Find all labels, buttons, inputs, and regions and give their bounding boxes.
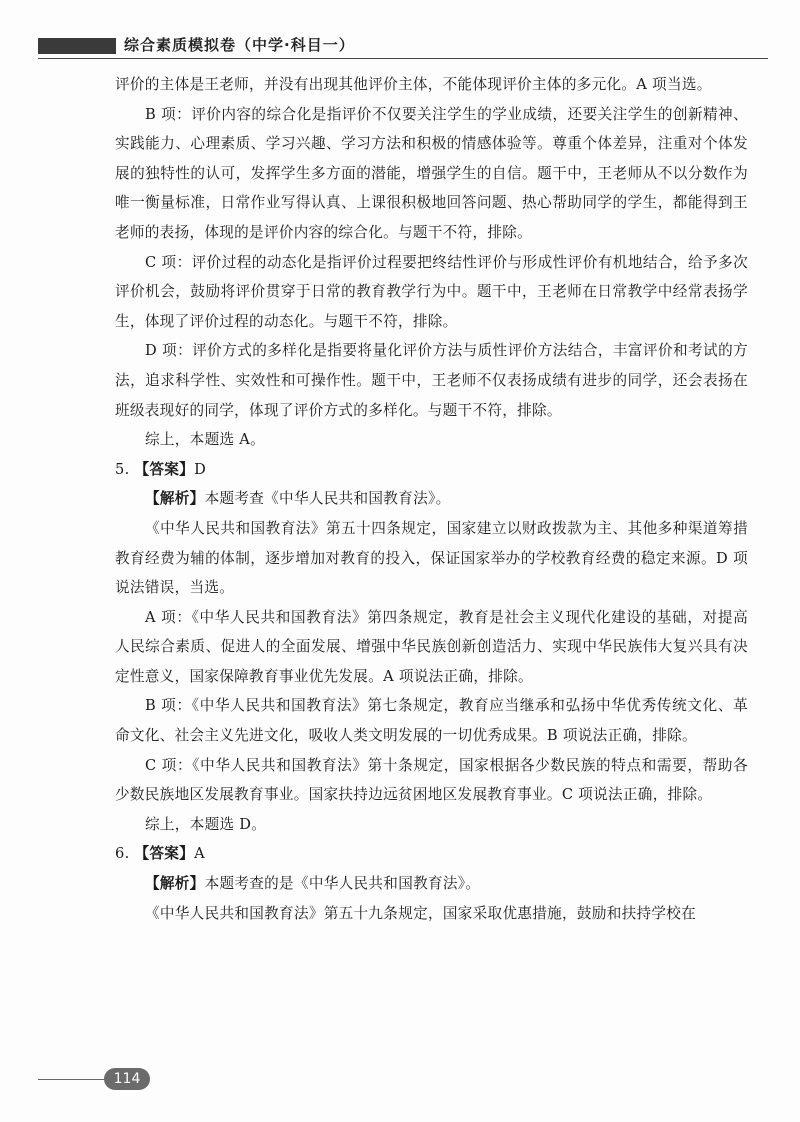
answer-value: D	[194, 460, 207, 478]
paragraph: C 项：评价过程的动态化是指评价过程要把终结性评价与形成性评价有机地结合，给予多次评价机会，鼓励将评价贯穿于日常的教育教学行为中。题干中，王老师在日常教学中经常表扬学生，体现了评价过程的动态化。与题干不符，排除。	[115, 253, 748, 330]
page-body	[115, 70, 748, 928]
paragraph: 综上，本题选 A。	[145, 431, 266, 449]
footer-rule	[38, 1079, 108, 1080]
question-number: 6.	[115, 845, 130, 863]
analysis-label: 【解析】	[145, 875, 205, 893]
page-header	[0, 34, 800, 60]
paragraph: C 项：《中华人民共和国教育法》第十条规定，国家根据各少数民族的特点和需要，帮助各少数民族地区发展教育事业。国家扶持边远贫困地区发展教育事业。C 项说法正确，排除。	[115, 756, 748, 804]
paragraph: A 项：《中华人民共和国教育法》第四条规定，教育是社会主义现代化建设的基础，对提高人民综合素质、促进人的全面发展、增强中华民族创新创造活力、实现中华民族伟大复兴具有决定性意义，国家保障教育事业优先发展。A 项说法正确，排除。	[115, 608, 748, 685]
header-decoration-bar	[38, 38, 116, 54]
paragraph: 综上，本题选 D。	[145, 815, 267, 833]
header-rule	[38, 58, 768, 59]
paragraph: 《中华人民共和国教育法》第五十九条规定，国家采取优惠措施，鼓励和扶持学校在	[145, 904, 697, 922]
question-6-analysis	[115, 869, 748, 899]
page-number-badge: 114	[104, 1068, 150, 1090]
answer-label: 【答案】	[134, 845, 195, 863]
analysis-text: 本题考查的是《中华人民共和国教育法》。	[204, 875, 481, 893]
analysis-label: 【解析】	[145, 490, 205, 508]
paragraph: 《中华人民共和国教育法》第五十四条规定，国家建立以财政拨款为主、其他多种渠道筹措教育经费为辅的体制，逐步增加对教育的投入，保证国家举办的学校教育经费的稳定来源。D 项说法错误，当选。	[115, 519, 748, 597]
answer-value: A	[194, 845, 205, 863]
paragraph: B 项：评价内容的综合化是指评价不仅要关注学生的学业成绩，还要关注学生的创新精神、实践能力、心理素质、学习兴趣、学习方法和积极的情感体验等。尊重个体差异，注重对个体发展的独特性的认可，发挥学生多方面的潜能，增强学生的自信。题干中，王老师从不以分数作为唯一衡量标准，日常作业写得认真、上课很积极地回答问题、热心帮助同学的学生，都能得到王老师的表扬，体现的是评价内容的综合化。与题干不符，排除。	[115, 105, 748, 241]
paragraph: B 项：《中华人民共和国教育法》第七条规定，教育应当继承和弘扬中华优秀传统文化、革命文化、社会主义先进文化，吸收人类文明发展的一切优秀成果。B 项说法正确，排除。	[115, 697, 748, 745]
page-footer	[0, 1068, 800, 1092]
question-number: 5.	[115, 460, 130, 478]
question-5-analysis	[115, 484, 748, 514]
header-title: 综合素质模拟卷（中学·科目一）	[124, 36, 355, 54]
analysis-text: 本题考查《中华人民共和国教育法》。	[204, 490, 451, 508]
paragraph: D 项：评价方式的多样化是指要将量化评价方法与质性评价方法结合，丰富评价和考试的方法，追求科学性、实效性和可操作性。题干中，王老师不仅表扬成绩有进步的同学，还会表扬在班级表现好的同学，体现了评价方式的多样化。与题干不符，排除。	[115, 342, 748, 419]
question-6-answer	[115, 839, 748, 869]
question-5-answer	[115, 455, 748, 485]
answer-label: 【答案】	[134, 460, 195, 478]
paragraph: 评价的主体是王老师，并没有出现其他评价主体，不能体现评价主体的多元化。A 项当选。	[115, 76, 712, 93]
